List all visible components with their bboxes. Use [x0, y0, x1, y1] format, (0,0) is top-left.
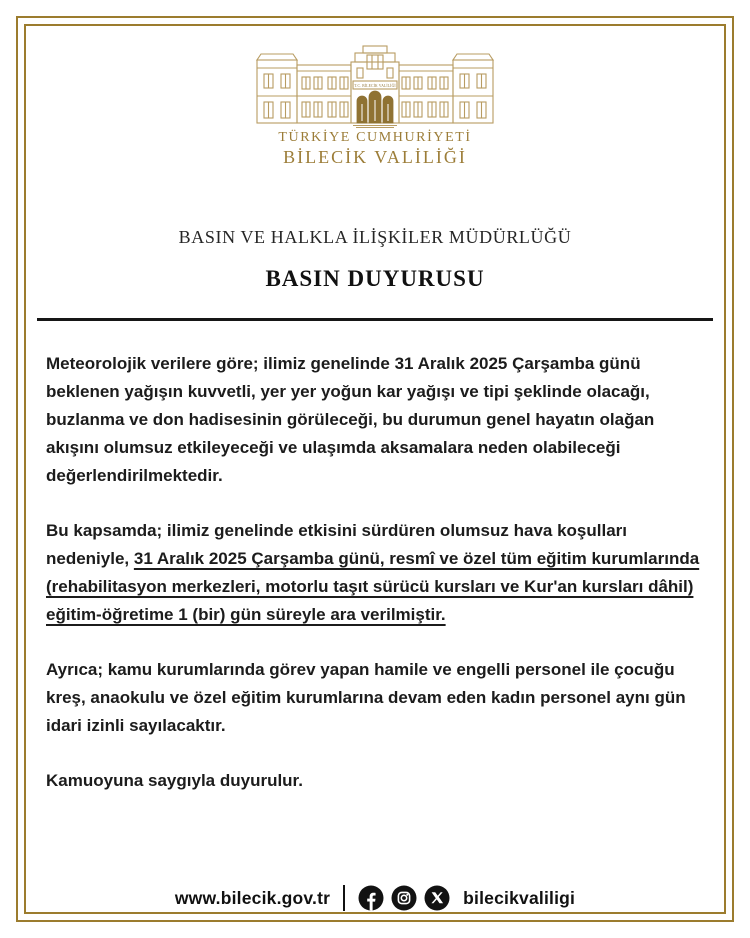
social-icons — [358, 885, 450, 911]
paragraph-personnel-leave: Ayrıca; kamu kurumlarında görev yapan hamile ve engelli personel ile çocuğu kreş, anaokulu ve özel eğitim kurumlarına devam eden kadın personel aynı gün idari izinli sayılacaktır. — [46, 660, 686, 735]
paragraph-closing: Kamuoyuna saygıyla duyurulur. — [46, 771, 303, 790]
department-heading: BASIN VE HALKLA İLİŞKİLER MÜDÜRLÜĞÜ — [178, 227, 572, 247]
governorship-name: BİLECİK VALİLİĞİ — [283, 147, 467, 167]
governorship-logo — [0, 44, 750, 168]
paragraph-school-closure — [46, 517, 708, 629]
website-url: www.bilecik.gov.tr — [174, 887, 331, 908]
building-sign-text: T.C. BİLECİK VALİLİĞİ — [354, 83, 396, 88]
instagram-icon — [391, 885, 417, 911]
horizontal-divider — [37, 318, 713, 321]
paragraph-weather: Meteorolojik verilere göre; ilimiz genelinde 31 Aralık 2025 Çarşamba günü beklenen yağışın kuvvetli, yer yer yoğun kar yağışı ve tipi şeklinde olacağı, buzlanma ve don hadisesinin görüleceği, bu durumun genel hayatın olağan akışını olumsuz etkileyeceği ve ulaşımda aksamalara neden olabileceği değerlendirilmektedir. — [46, 354, 655, 485]
announcement-body — [46, 350, 708, 795]
republic-name: TÜRKİYE CUMHURİYETİ — [278, 130, 472, 145]
paragraph-school-closure-intro: Bu kapsamda; ilimiz genelinde etkisini sürdüren olumsuz hava koşulları nedeniyle, — [46, 521, 627, 568]
government-building-icon — [255, 44, 495, 128]
footer-divider-bar — [343, 885, 345, 911]
paragraph-school-closure-underlined: 31 Aralık 2025 Çarşamba günü, resmî ve özel tüm eğitim kurumlarında (rehabilitasyon merkezleri, motorlu taşıt sürücü kursları ve Kur'an kursları dâhil) eğitim-öğretime 1 (bir) gün süreyle ara verilmiştir. — [46, 549, 700, 624]
footer — [0, 885, 750, 911]
x-icon — [424, 885, 450, 911]
social-handle: bilecikvaliligi — [463, 887, 576, 908]
facebook-icon — [358, 885, 384, 911]
page-title: BASIN DUYURUSU — [265, 266, 485, 291]
